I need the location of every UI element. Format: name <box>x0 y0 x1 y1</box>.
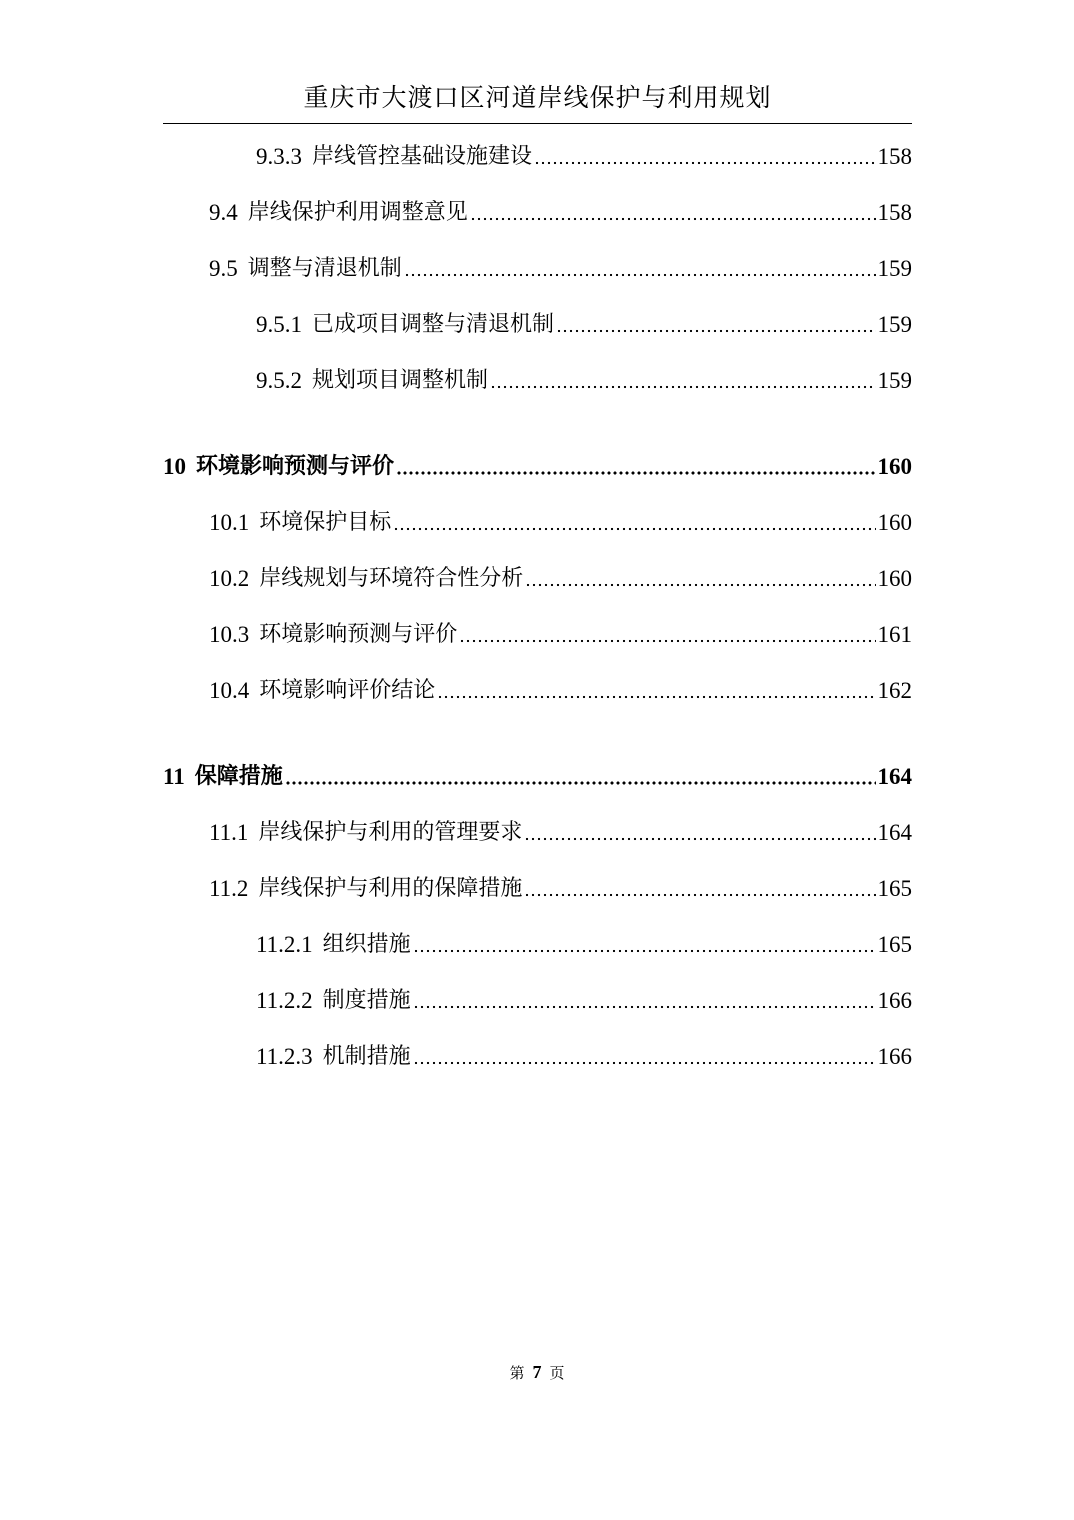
toc-entry-page: 160 <box>877 566 912 591</box>
toc-entry-10-2[interactable] <box>209 562 912 596</box>
toc-entry-10-4[interactable] <box>209 674 912 708</box>
toc-entry-9-5-1[interactable] <box>256 308 912 342</box>
toc-entry-title: 环境影响评价结论 <box>259 678 436 703</box>
toc-entry-chapter-11[interactable] <box>163 760 912 794</box>
toc-entry-number: 11.2.2 <box>256 988 313 1013</box>
toc-entry-number: 10 <box>163 454 186 479</box>
toc-entry-title: 环境影响预测与评价 <box>259 622 458 647</box>
footer-suffix: 页 <box>549 1364 565 1382</box>
toc-entry-number: 10.4 <box>209 678 250 703</box>
toc-dot-leader <box>524 836 875 842</box>
toc-dot-leader <box>285 780 876 786</box>
toc-entry-title: 规划项目调整机制 <box>312 368 489 393</box>
toc-entry-page: 165 <box>877 876 912 901</box>
toc-entry-9-4[interactable] <box>209 196 912 230</box>
toc-entry-page: 159 <box>877 256 912 281</box>
toc-entry-11-2-1[interactable] <box>256 928 912 962</box>
toc-entry-11-1[interactable] <box>209 816 912 850</box>
toc-entry-page: 158 <box>877 200 912 225</box>
toc-dot-leader <box>396 470 875 476</box>
toc-entry-page: 165 <box>877 932 912 957</box>
toc-entry-page: 164 <box>877 820 912 845</box>
toc-entry-number: 11.2 <box>209 876 249 901</box>
toc-entry-number: 10.3 <box>209 622 250 647</box>
toc-entry-11-2-2[interactable] <box>256 984 912 1018</box>
toc-dot-leader <box>534 160 875 166</box>
toc-dot-leader <box>459 638 875 644</box>
toc-dot-leader <box>413 1004 876 1010</box>
toc-entry-11-2-3[interactable] <box>256 1040 912 1074</box>
toc-entry-page: 166 <box>877 988 912 1013</box>
toc-entry-title: 已成项目调整与清退机制 <box>312 312 555 337</box>
toc-entry-title: 机制措施 <box>322 1044 411 1069</box>
toc-entry-number: 9.5 <box>209 256 238 281</box>
toc-entry-number: 9.5.1 <box>256 312 302 337</box>
toc-entry-11-2[interactable] <box>209 872 912 906</box>
toc-entry-title: 制度措施 <box>322 988 411 1013</box>
toc-dot-leader <box>470 216 876 222</box>
toc-dot-leader <box>525 582 875 588</box>
toc-entry-number: 9.4 <box>209 200 238 225</box>
toc-dot-leader <box>556 328 875 334</box>
toc-entry-title: 岸线管控基础设施建设 <box>312 144 533 169</box>
toc-dot-leader <box>437 694 875 700</box>
toc-entry-title: 组织措施 <box>322 932 411 957</box>
toc-entry-chapter-10[interactable] <box>163 450 912 484</box>
toc-entry-10-1[interactable] <box>209 506 912 540</box>
toc-entry-page: 166 <box>877 1044 912 1069</box>
toc-entry-number: 11 <box>163 764 185 789</box>
toc-dot-leader <box>490 384 875 390</box>
toc-entry-page: 158 <box>877 144 912 169</box>
toc-entry-9-5[interactable] <box>209 252 912 286</box>
toc-dot-leader <box>393 526 875 532</box>
footer-prefix: 第 <box>509 1364 525 1382</box>
toc-entry-title: 岸线保护与利用的保障措施 <box>258 876 523 901</box>
toc-entry-title: 岸线保护利用调整意见 <box>247 200 468 225</box>
toc-entry-page: 159 <box>877 312 912 337</box>
toc-entry-number: 11.2.1 <box>256 932 313 957</box>
toc-entry-number: 11.1 <box>209 820 249 845</box>
page-footer <box>0 1362 1074 1383</box>
toc-entry-title: 保障措施 <box>194 764 283 789</box>
toc-entry-page: 162 <box>877 678 912 703</box>
toc-entry-page: 164 <box>877 764 912 789</box>
toc-entry-number: 9.3.3 <box>256 144 302 169</box>
toc-entry-number: 10.2 <box>209 566 250 591</box>
toc-entry-10-3[interactable] <box>209 618 912 652</box>
document-header-title: 重庆市大渡口区河道岸线保护与利用规划 <box>303 83 772 112</box>
toc-entry-title: 环境保护目标 <box>259 510 392 535</box>
toc-entry-number: 10.1 <box>209 510 250 535</box>
toc-dot-leader <box>404 272 876 278</box>
toc-entry-title: 环境影响预测与评价 <box>196 454 395 479</box>
toc-entry-9-5-2[interactable] <box>256 364 912 398</box>
toc-entry-9-3-3[interactable] <box>256 140 912 174</box>
toc-entry-title: 岸线规划与环境符合性分析 <box>259 566 524 591</box>
toc-entry-title: 调整与清退机制 <box>247 256 402 281</box>
toc-entry-number: 9.5.2 <box>256 368 302 393</box>
toc-dot-leader <box>413 1060 876 1066</box>
toc-dot-leader <box>524 892 875 898</box>
toc-entry-title: 岸线保护与利用的管理要求 <box>258 820 523 845</box>
toc-dot-leader <box>413 948 876 954</box>
footer-page-number: 7 <box>532 1362 542 1382</box>
toc-entry-page: 159 <box>877 368 912 393</box>
toc-entry-page: 161 <box>877 622 912 647</box>
toc-entry-page: 160 <box>877 454 912 479</box>
toc-entry-number: 11.2.3 <box>256 1044 313 1069</box>
toc-entry-page: 160 <box>877 510 912 535</box>
